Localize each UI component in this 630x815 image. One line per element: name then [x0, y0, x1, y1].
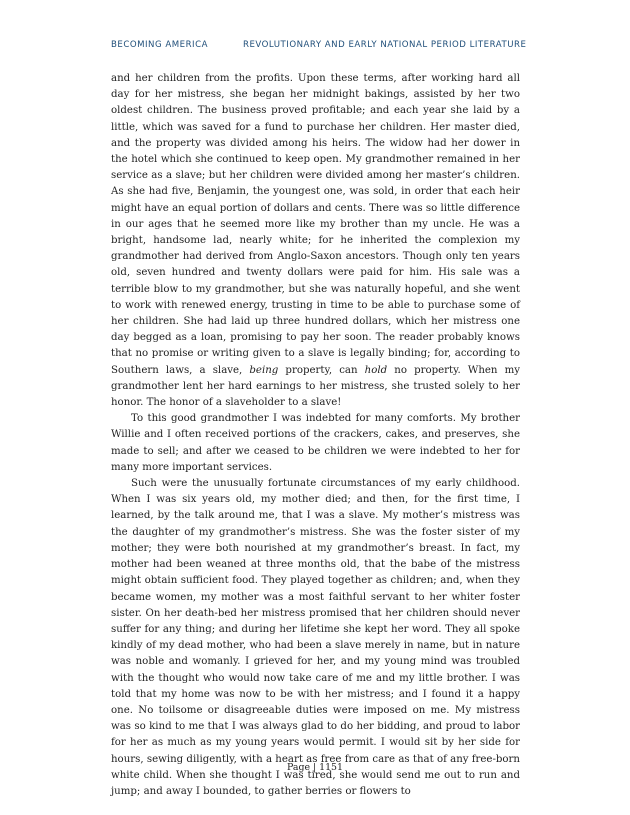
- paragraph: [111, 476, 520, 800]
- paragraph: [111, 71, 520, 411]
- header-book-title: BECOMING AMERICA: [111, 40, 208, 50]
- text-segment: To this good grandmother I was indebted for many comforts. My brother Willie and I often received portions of the crackers, cakes, and preserves, she made to sell; and after we ceased to be children we were indebted to her for many more important services.: [111, 413, 520, 473]
- header-section-title: REVOLUTIONARY AND EARLY NATIONAL PERIOD LITERATURE: [243, 40, 527, 50]
- italic-text: hold: [364, 364, 388, 376]
- page-number: Page | 1151: [286, 762, 343, 773]
- text-segment: property, can: [278, 364, 365, 376]
- text-segment: Such were the unusually fortunate circumstances of my early childhood. When I was six years old, my mother died; and then, for the first time, I learned, by the talk around me, that I was a slave. My mother’s mistress was the daughter of my grandmother’s mistress. She was the foster sister of my mother; they were both nourished at my grandmother’s breast. In fact, my mother had been weaned at three months old, that the babe of the mistress might obtain sufficient food. They played together as children; and, when they became women, my mother was a most faithful servant to her whiter foster sister. On her death-bed her mistress promised that her children should never suffer for any thing; and during her lifetime she kept her word. They all spoke kindly of my dead mother, who had been a slave merely in name, but in nature was noble and womanly. I grieved for her, and my young mind was troubled with the thought who would now take care of me and my little brother. I was told that my home was now to be with her mistress; and I found it a happy one. No toilsome or disagreeable duties were imposed on me. My mistress was so kind to me that I was always glad to do her bidding, and proud to labor for her as much as my young years would permit. I would sit by her side for hours, sewing diligently, with a heart as free from care as that of any free-born white child. When she thought I was tired, she would send me out to run and jump; and away I bounded, to gather berries or flowers to: [111, 478, 520, 797]
- page-footer: [0, 762, 630, 773]
- text-segment: no property. When my grandmother lent her hard earnings to her mistress, she trusted solely to her honor. The honor of a slaveholder to a slave!: [111, 364, 521, 409]
- text-segment: and her children from the profits. Upon these terms, after working hard all day for her mistress, she began her midnight bakings, assisted by her two oldest children. The business proved profitable; and each year she laid by a little, which was saved for a fund to purchase her children. Her master died, and the property was divided among his heirs. The widow had her dower in the hotel which she continued to keep open. My grandmother remained in her service as a slave; but her children were divided among her master’s children. As she had five, Benjamin, the youngest one, was sold, in order that each heir might have an equal portion of dollars and cents. There was so little difference in our ages that he seemed more like my brother than my uncle. He was a bright, handsome lad, nearly white; for he inherited the complexion my grandmother had derived from Anglo-Saxon ancestors. Though only ten years old, seven hundred and twenty dollars were paid for him. His sale was a terrible blow to my grandmother, but she was naturally hopeful, and she went to work with renewed energy, trusting in time to be able to purchase some of her children. She had laid up three hundred dollars, which her mistress one day begged as a loan, promising to pay her soon. The reader probably knows that no promise or writing given to a slave is legally binding; for, according to Southern laws, a slave,: [111, 73, 520, 376]
- running-header: [111, 40, 531, 50]
- body-text: [111, 71, 520, 800]
- paragraph: [111, 411, 520, 476]
- italic-text: being: [249, 364, 279, 376]
